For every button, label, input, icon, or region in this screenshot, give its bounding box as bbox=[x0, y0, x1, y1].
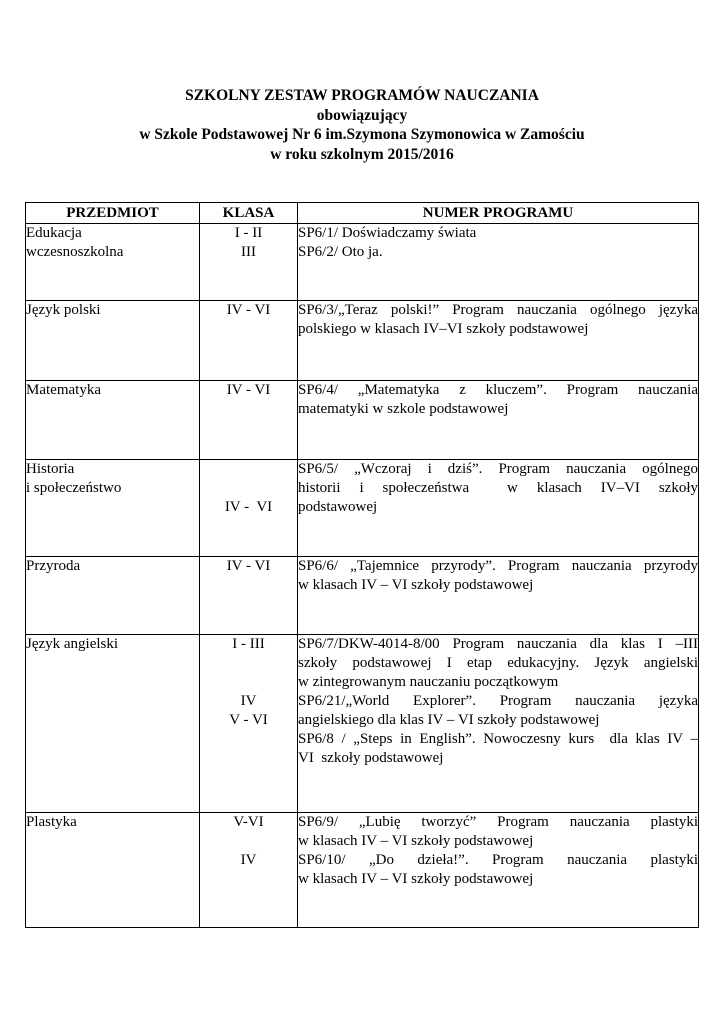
class-line: V-VI bbox=[233, 814, 264, 830]
program-line: SP6/8 / „Steps in English”. Nowoczesny kurs dla klas IV – bbox=[298, 731, 698, 747]
class-spacer bbox=[200, 654, 297, 673]
table-row bbox=[26, 557, 699, 635]
program-cell bbox=[298, 301, 699, 381]
class-cell bbox=[200, 635, 298, 813]
program-cell bbox=[298, 557, 699, 635]
header-school: w Szkole Podstawowej Nr 6 im.Szymona Szymonowica w Zamościu bbox=[139, 126, 585, 143]
class-cell bbox=[200, 301, 298, 381]
table-header-row bbox=[26, 203, 699, 224]
program-line: SP6/4/ „Matematyka z kluczem”. Program nauczania bbox=[298, 382, 698, 398]
program-line: w klasach IV – VI szkoły podstawowej bbox=[298, 833, 534, 849]
class-cell bbox=[200, 557, 298, 635]
subject-line: Historia bbox=[26, 461, 75, 477]
subject-line: Plastyka bbox=[26, 814, 77, 830]
table-row bbox=[26, 301, 699, 381]
class-line: IV bbox=[240, 693, 257, 709]
program-line: angielskiego dla klas IV – VI szkoły podstawowej bbox=[298, 712, 600, 728]
header-subtitle: obowiązujący bbox=[316, 106, 408, 124]
class-cell bbox=[200, 224, 298, 301]
subject-cell bbox=[26, 635, 200, 813]
class-line: III bbox=[241, 244, 256, 260]
table-row bbox=[26, 381, 699, 460]
table-row bbox=[26, 460, 699, 557]
header-title: SZKOLNY ZESTAW PROGRAMÓW NAUCZANIA bbox=[185, 87, 539, 104]
header-subject: PRZEDMIOT bbox=[26, 203, 200, 224]
header-year: w roku szkolnym 2015/2016 bbox=[270, 145, 454, 163]
program-line: SP6/6/ „Tajemnice przyrody”. Program nauczania przyrody bbox=[298, 558, 698, 574]
subject-cell bbox=[26, 224, 200, 301]
program-table bbox=[25, 202, 699, 928]
program-line: historii i społeczeństwa w klasach IV–VI szkoły bbox=[298, 480, 698, 496]
program-line: SP6/1/ Doświadczamy świata bbox=[298, 225, 477, 241]
subject-line: i społeczeństwo bbox=[26, 480, 122, 496]
program-cell bbox=[298, 813, 699, 928]
subject-cell bbox=[26, 381, 200, 460]
program-line: w klasach IV – VI szkoły podstawowej bbox=[298, 577, 534, 593]
class-line: IV - VI bbox=[224, 499, 273, 515]
class-cell bbox=[200, 460, 298, 557]
subject-cell bbox=[26, 460, 200, 557]
program-line: SP6/9/ „Lubię tworzyć” Program nauczania plastyki bbox=[298, 814, 698, 830]
subject-line: Edukacja bbox=[26, 225, 82, 241]
class-line: IV - VI bbox=[226, 302, 271, 318]
table-row bbox=[26, 635, 699, 813]
program-cell bbox=[298, 460, 699, 557]
class-line: I - II bbox=[234, 225, 263, 241]
program-cell bbox=[298, 381, 699, 460]
program-line: SP6/3/„Teraz polski!” Program nauczania ogólnego języka bbox=[298, 302, 698, 318]
program-line: szkoły podstawowej I etap edukacyjny. Język angielski bbox=[298, 655, 698, 671]
program-line: polskiego w klasach IV–VI szkoły podstawowej bbox=[298, 321, 589, 337]
program-cell bbox=[298, 224, 699, 301]
program-line: SP6/21/„World Explorer”. Program nauczania języka bbox=[298, 693, 698, 709]
header-class: KLASA bbox=[200, 203, 298, 224]
subject-cell bbox=[26, 557, 200, 635]
subject-line: Język polski bbox=[26, 302, 101, 318]
program-line: w zintegrowanym nauczaniu początkowym bbox=[298, 674, 559, 690]
class-spacer bbox=[200, 832, 297, 851]
header-program: NUMER PROGRAMU bbox=[298, 203, 699, 224]
subject-line: Język angielski bbox=[26, 636, 119, 652]
class-line: IV - VI bbox=[226, 558, 271, 574]
program-line: SP6/2/ Oto ja. bbox=[298, 244, 383, 260]
class-line: I - III bbox=[232, 636, 265, 652]
class-spacer bbox=[200, 673, 297, 692]
class-cell bbox=[200, 381, 298, 460]
document-header bbox=[0, 86, 724, 164]
table-row bbox=[26, 813, 699, 928]
subject-cell bbox=[26, 301, 200, 381]
table-row bbox=[26, 224, 699, 301]
program-cell bbox=[298, 635, 699, 813]
subject-line: Matematyka bbox=[26, 382, 101, 398]
program-line: w klasach IV – VI szkoły podstawowej bbox=[298, 871, 534, 887]
class-line: IV bbox=[240, 852, 257, 868]
program-line: VI szkoły podstawowej bbox=[298, 750, 444, 766]
program-line: SP6/10/ „Do dzieła!”. Program nauczania plastyki bbox=[298, 852, 698, 868]
program-line: podstawowej bbox=[298, 499, 378, 515]
subject-line: Przyroda bbox=[26, 558, 81, 574]
class-cell bbox=[200, 813, 298, 928]
program-line: SP6/5/ „Wczoraj i dziś”. Program nauczania ogólnego bbox=[298, 461, 698, 477]
subject-line: wczesnoszkolna bbox=[26, 244, 124, 260]
program-line: matematyki w szkole podstawowej bbox=[298, 401, 509, 417]
subject-cell bbox=[26, 813, 200, 928]
program-line: SP6/7/DKW-4014-8/00 Program nauczania dla klas I –III bbox=[298, 636, 698, 652]
class-line: IV - VI bbox=[226, 382, 271, 398]
class-line: V - VI bbox=[229, 712, 268, 728]
